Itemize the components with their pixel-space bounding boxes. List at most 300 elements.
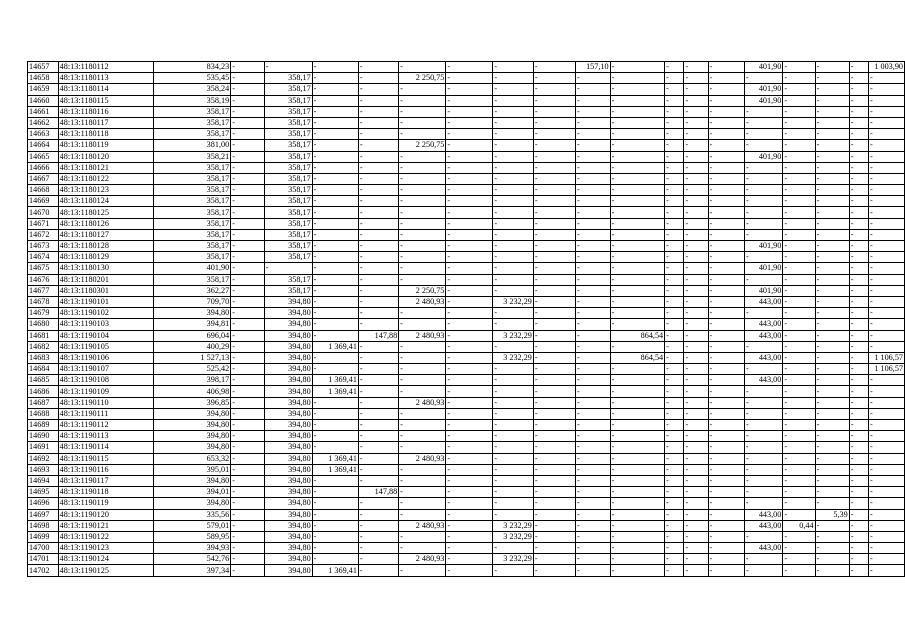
value-cell: - [744,464,782,475]
value-cell: - [312,62,358,73]
cadastral-number-cell: 48:13:1180124 [58,196,154,207]
value-cell: - [399,274,446,285]
value-cell: - [533,62,575,73]
table-row [28,431,905,442]
value-cell: - [493,241,534,252]
table-row [28,296,905,307]
value-cell: - [312,330,358,341]
value-cell: - [493,117,534,128]
value-cell: - [493,151,534,162]
value-cell: - [869,117,905,128]
value-cell: - [399,431,446,442]
value-cell: - [358,565,398,576]
value-cell: 394,80 [264,453,312,464]
value-cell: - [869,308,905,319]
value-cell: - [231,543,265,554]
value-cell: - [576,420,611,431]
value-cell: - [399,509,446,520]
value-cell: - [869,73,905,84]
value-cell: - [231,218,265,229]
value-cell: - [399,386,446,397]
value-cell: - [312,487,358,498]
value-cell: - [708,308,744,319]
value-cell: - [533,431,575,442]
value-cell: - [358,229,398,240]
value-cell: - [610,296,665,307]
cadastral-number-cell: 48:13:1190103 [58,319,154,330]
value-cell: 394,80 [154,408,231,419]
value-cell: - [399,408,446,419]
value-cell: - [783,263,815,274]
value-cell: - [493,162,534,173]
value-cell: - [312,509,358,520]
value-cell: - [576,140,611,151]
value-cell: - [783,106,815,117]
value-cell: 525,42 [154,364,231,375]
value-cell: - [610,117,665,128]
value-cell: - [610,274,665,285]
value-cell: - [446,140,493,151]
value-cell: - [708,397,744,408]
value-cell: - [869,543,905,554]
value-cell: - [708,241,744,252]
value-cell: - [576,531,611,542]
row-number-cell: 14695 [28,487,59,498]
value-cell: - [665,554,684,565]
value-cell: - [399,207,446,218]
value-cell: - [231,185,265,196]
value-cell: - [708,442,744,453]
value-cell: - [610,73,665,84]
row-number-cell: 14671 [28,218,59,229]
value-cell: - [815,218,849,229]
value-cell: - [783,252,815,263]
row-number-cell: 14687 [28,397,59,408]
value-cell: - [815,341,849,352]
value-cell: - [744,442,782,453]
value-cell: - [312,106,358,117]
row-number-cell: 14673 [28,241,59,252]
value-cell: - [783,241,815,252]
value-cell: - [869,498,905,509]
value-cell: - [665,531,684,542]
value-cell: - [533,162,575,173]
value-cell: - [869,531,905,542]
value-cell: - [783,543,815,554]
value-cell: - [358,464,398,475]
value-cell: - [446,117,493,128]
value-cell: - [744,162,782,173]
cadastral-number-cell: 48:13:1190102 [58,308,154,319]
value-cell: - [869,196,905,207]
value-cell: - [446,84,493,95]
value-cell: - [849,453,868,464]
value-cell: 358,17 [264,252,312,263]
value-cell: - [684,162,708,173]
row-number-cell: 14689 [28,420,59,431]
table-row [28,252,905,263]
value-cell: - [312,431,358,442]
value-cell: - [231,196,265,207]
value-cell: 579,01 [154,520,231,531]
value-cell: - [744,129,782,140]
value-cell: - [358,420,398,431]
value-cell: 2 250,75 [399,285,446,296]
value-cell: 2 480,93 [399,520,446,531]
value-cell: - [684,498,708,509]
value-cell: 443,00 [744,543,782,554]
value-cell: - [610,453,665,464]
value-cell: - [869,375,905,386]
value-cell: - [849,319,868,330]
value-cell: - [493,319,534,330]
value-cell: - [533,296,575,307]
value-cell: - [399,162,446,173]
value-cell: - [684,386,708,397]
value-cell: - [358,162,398,173]
value-cell: 3 232,29 [493,330,534,341]
value-cell: 394,80 [154,498,231,509]
value-cell: - [665,408,684,419]
value-cell: - [849,375,868,386]
value-cell: - [783,364,815,375]
value-cell: 3 232,29 [493,352,534,363]
value-cell: - [446,397,493,408]
value-cell: - [358,62,398,73]
value-cell: - [610,341,665,352]
value-cell: 394,80 [264,330,312,341]
value-cell: - [576,229,611,240]
value-cell: - [533,95,575,106]
value-cell: - [576,196,611,207]
value-cell: - [533,252,575,263]
value-cell: - [493,185,534,196]
value-cell: - [493,308,534,319]
table-row [28,487,905,498]
value-cell: - [533,84,575,95]
value-cell: - [684,352,708,363]
value-cell: - [815,62,849,73]
value-cell: - [312,543,358,554]
value-cell: - [783,162,815,173]
cadastral-number-cell: 48:13:1180129 [58,252,154,263]
value-cell: - [610,308,665,319]
value-cell: - [358,84,398,95]
row-number-cell: 14660 [28,95,59,106]
value-cell: - [869,464,905,475]
value-cell: - [533,554,575,565]
value-cell: - [708,151,744,162]
value-cell: - [665,543,684,554]
value-cell: - [665,129,684,140]
value-cell: - [576,296,611,307]
value-cell: - [849,185,868,196]
value-cell: 394,80 [264,341,312,352]
value-cell: - [576,475,611,486]
value-cell: - [869,274,905,285]
value-cell: - [783,196,815,207]
value-cell: - [708,352,744,363]
value-cell: - [869,162,905,173]
value-cell: - [231,106,265,117]
value-cell: - [610,565,665,576]
value-cell: - [708,106,744,117]
value-cell: - [665,319,684,330]
value-cell: - [783,475,815,486]
value-cell: 358,17 [154,252,231,263]
value-cell: - [533,386,575,397]
cadastral-number-cell: 48:13:1190120 [58,509,154,520]
value-cell: - [576,386,611,397]
value-cell: - [446,453,493,464]
value-cell: - [446,319,493,330]
value-cell: - [533,151,575,162]
value-cell: - [665,285,684,296]
value-cell: - [869,520,905,531]
table-row [28,420,905,431]
table-row [28,364,905,375]
cadastral-number-cell: 48:13:1190110 [58,397,154,408]
row-number-cell: 14676 [28,274,59,285]
value-cell: 358,17 [264,106,312,117]
row-number-cell: 14691 [28,442,59,453]
value-cell: - [684,73,708,84]
row-number-cell: 14663 [28,129,59,140]
value-cell: - [708,341,744,352]
value-cell: - [493,106,534,117]
value-cell: - [815,151,849,162]
value-cell: - [610,84,665,95]
value-cell: - [358,218,398,229]
value-cell: - [869,173,905,184]
value-cell: - [684,173,708,184]
value-cell: - [358,531,398,542]
value-cell: 443,00 [744,509,782,520]
value-cell: - [576,330,611,341]
value-cell: - [815,375,849,386]
value-cell: - [312,285,358,296]
value-cell: - [231,173,265,184]
value-cell: - [744,498,782,509]
value-cell: - [783,185,815,196]
value-cell: - [610,140,665,151]
value-cell: - [869,386,905,397]
value-cell: - [493,464,534,475]
value-cell: - [869,453,905,464]
value-cell: - [849,330,868,341]
value-cell: - [264,62,312,73]
value-cell: - [869,84,905,95]
value-cell: - [399,464,446,475]
value-cell: - [849,520,868,531]
value-cell: - [446,487,493,498]
value-cell: - [312,263,358,274]
cadastral-number-cell: 48:13:1190118 [58,487,154,498]
value-cell: - [708,498,744,509]
value-cell: - [708,117,744,128]
value-cell: 709,70 [154,296,231,307]
value-cell: - [358,308,398,319]
value-cell: - [312,241,358,252]
value-cell: - [358,241,398,252]
value-cell: - [446,263,493,274]
value-cell: - [815,543,849,554]
value-cell: - [312,207,358,218]
value-cell: 394,80 [264,308,312,319]
value-cell: - [399,117,446,128]
value-cell: - [576,498,611,509]
value-cell: - [849,151,868,162]
value-cell: 2 480,93 [399,554,446,565]
value-cell: - [849,397,868,408]
value-cell: - [231,274,265,285]
value-cell: 394,80 [264,364,312,375]
value-cell: - [684,229,708,240]
value-cell: - [446,364,493,375]
value-cell: - [610,207,665,218]
value-cell: - [815,386,849,397]
value-cell: - [708,263,744,274]
value-cell: - [399,196,446,207]
value-cell: 394,80 [264,352,312,363]
value-cell: - [493,84,534,95]
value-cell: - [708,431,744,442]
value-cell: 3 232,29 [493,554,534,565]
value-cell: - [869,487,905,498]
value-cell: - [399,95,446,106]
value-cell: 394,80 [264,375,312,386]
value-cell: - [849,62,868,73]
value-cell: - [358,408,398,419]
value-cell: - [231,498,265,509]
value-cell: - [783,397,815,408]
value-cell: 394,80 [264,498,312,509]
value-cell: - [869,442,905,453]
value-cell: - [446,207,493,218]
value-cell: - [783,509,815,520]
value-cell: - [576,397,611,408]
value-cell: - [684,442,708,453]
value-cell: - [665,487,684,498]
value-cell: - [231,520,265,531]
value-cell: - [684,431,708,442]
value-cell: - [665,62,684,73]
value-cell: - [849,229,868,240]
value-cell: - [533,442,575,453]
row-number-cell: 14696 [28,498,59,509]
table-row [28,274,905,285]
value-cell: - [399,241,446,252]
value-cell: - [744,420,782,431]
value-cell: - [665,386,684,397]
table-row [28,263,905,274]
value-cell: 1 369,41 [312,565,358,576]
value-cell: - [849,296,868,307]
row-number-cell: 14679 [28,308,59,319]
value-cell: - [231,151,265,162]
value-cell: - [610,196,665,207]
value-cell: 394,93 [154,543,231,554]
value-cell: - [231,84,265,95]
value-cell: - [744,73,782,84]
value-cell: - [610,218,665,229]
value-cell: - [399,565,446,576]
value-cell: - [358,520,398,531]
value-cell: - [783,386,815,397]
table-row [28,162,905,173]
value-cell: - [665,420,684,431]
value-cell: - [708,207,744,218]
value-cell: 394,80 [264,475,312,486]
value-cell: - [231,431,265,442]
value-cell: - [849,252,868,263]
value-cell: - [744,364,782,375]
cadastral-number-cell: 48:13:1180130 [58,263,154,274]
value-cell: - [744,531,782,542]
value-cell: - [610,252,665,263]
value-cell: - [783,95,815,106]
table-row [28,117,905,128]
value-cell: 394,80 [154,431,231,442]
table-row [28,565,905,576]
value-cell: - [849,73,868,84]
row-number-cell: 14670 [28,207,59,218]
value-cell: - [231,341,265,352]
value-cell: - [312,173,358,184]
value-cell: - [849,498,868,509]
row-number-cell: 14672 [28,229,59,240]
value-cell: - [399,106,446,117]
value-cell: - [744,308,782,319]
row-number-cell: 14658 [28,73,59,84]
value-cell: 358,21 [154,151,231,162]
value-cell: - [665,565,684,576]
value-cell: - [849,543,868,554]
value-cell: - [869,296,905,307]
table-row [28,408,905,419]
cadastral-number-cell: 48:13:1190117 [58,475,154,486]
value-cell: - [815,420,849,431]
value-cell: - [493,341,534,352]
value-cell: - [358,263,398,274]
value-cell: - [576,173,611,184]
value-cell: - [849,117,868,128]
data-table [27,61,905,577]
value-cell: - [815,173,849,184]
value-cell: - [708,73,744,84]
value-cell: - [869,95,905,106]
value-cell: - [358,117,398,128]
value-cell: - [783,62,815,73]
value-cell: - [783,487,815,498]
value-cell: - [493,252,534,263]
value-cell: - [783,218,815,229]
table-row [28,151,905,162]
table-row [28,62,905,73]
value-cell: - [231,453,265,464]
value-cell: - [312,498,358,509]
value-cell: - [815,565,849,576]
value-cell: - [744,431,782,442]
row-number-cell: 14684 [28,364,59,375]
value-cell: - [744,207,782,218]
value-cell: 358,17 [264,185,312,196]
value-cell: - [533,207,575,218]
value-cell: - [231,73,265,84]
value-cell: 394,80 [264,531,312,542]
value-cell: - [815,330,849,341]
value-cell: - [665,274,684,285]
